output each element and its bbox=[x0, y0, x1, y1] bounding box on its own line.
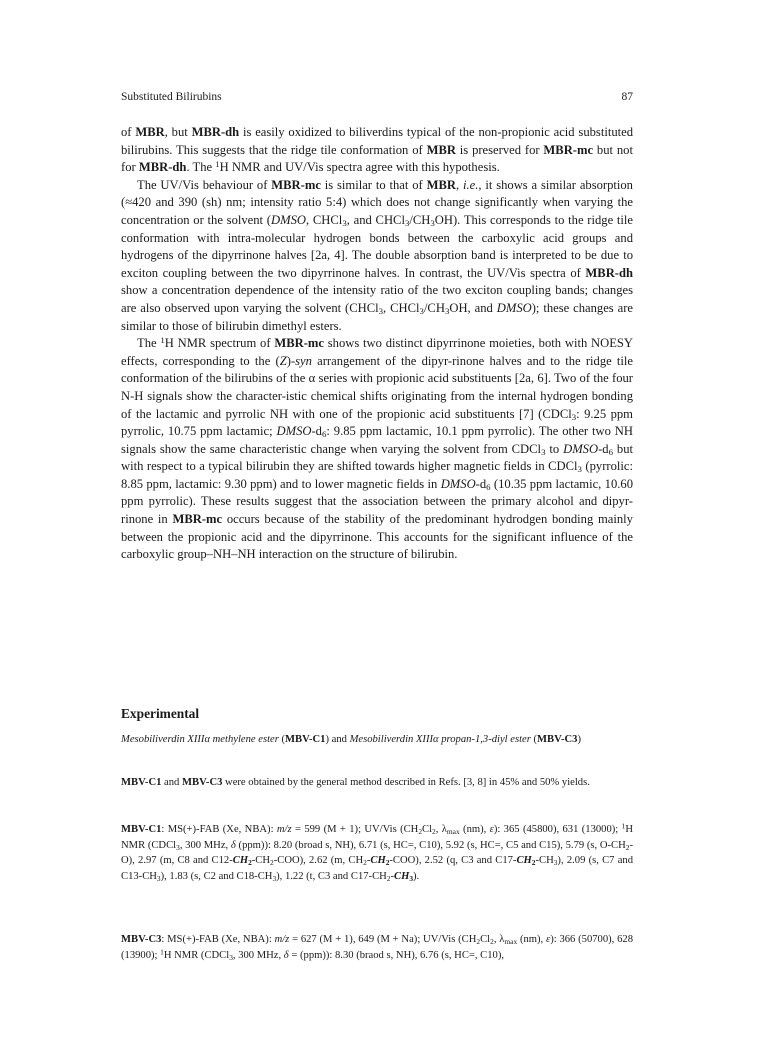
compound-title bbox=[121, 732, 633, 748]
mbv-c1-text: MBV-C1: MS(+)-FAB (Xe, NBA): m/z = 599 (M + 1); UV/Vis ($CH_2Cl_2$, $\lambda_{max}$ (nm), ε): 365 (45800), 631 (13000); $^1$H NMR (CDCl$_3$, 300 MHz, δ (ppm)): 8.20 (broad s, NH), 6.71 (s, HC=, C10), 5.92 (s, HC=, C5 and C15), 5.79 (s, $O-CH_2-O$), 2.97 (m, C8 and $C12-CH_2-CH_2-COO$), 2.62 (m, $CH_2-CH_2-COO$), 2.52 (q, C3 and $C17-CH_2-CH_3$), 2.09 (s, C7 and $C13-CH_3$), 1.83 (s, C2 and $C18-CH_3$), 1.22 (t, C3 and $C17-CH_2-CH_3$). bbox=[121, 821, 634, 883]
general-method-text: MBV-C1 and MBV-C3 were obtained by the general method described in Refs. [3, 8] in 45% and 50% yields. bbox=[121, 777, 590, 788]
running-header bbox=[121, 91, 633, 103]
compound-title-text: Mesobiliverdin XIIIα methylene ester (MBV-C1) and Mesobiliverdin XIIIα propan-1,3-diyl ester (MBV-C3) bbox=[121, 734, 581, 745]
body-text bbox=[121, 124, 633, 564]
section-heading-experimental: Experimental bbox=[121, 706, 200, 721]
paragraph-3: The $^1$H NMR spectrum of MBR-mc shows two distinct dipyrrinone moieties, both with NOESY effects, corresponding to the (Z)-syn arrangement of the dipyr-rinone halves and to the ridge tile conformation of the bilirubins of the α series with propionic acid substituents [2a, 6]. Two of the four N-H signals show the character-istic chemical shifts originating from the internal hydrogen bonding of the lactamic and pyrrolic NH with one of the propionic acid substituents [7] (CDCl$_3$: 9.25 ppm pyrrolic, 10.75 ppm lactamic; DMSO-$d_6$: 9.85 ppm lactamic, 10.1 ppm pyrrolic). The other two NH signals show the same characteristic change when varying the solvent from CDCl$_3$ to DMSO-$d_6$ but with respect to a typical bilirubin they are shifted towards higher magnetic fields in CDCl$_3$ (pyrrolic: 8.85 ppm, lactamic: 9.30 ppm) and to lower magnetic fields in DMSO-$d_6$ (10.35 ppm lactamic, 10.60 ppm pyrrolic). These results suggest that the association between the primary alcohol and dipyr-rinone in MBR-mc occurs because of the stability of the predominant hydrodgen bonding mainly between the propionic acid and the dipyrrinone. This accounts for the significant influence of the carboxylic group–NH–NH interaction on the structure of bilirubin. bbox=[121, 335, 633, 562]
mbv-c1-data bbox=[121, 822, 633, 884]
mbv-c3-data bbox=[121, 932, 633, 963]
general-method bbox=[121, 775, 633, 791]
mbv-c3-text: MBV-C3: MS(+)-FAB (Xe, NBA): m/z = 627 (M + 1), 649 (M + Na); UV/Vis ($CH_2Cl_2$, $\lambda_{max}$ (nm), ε): 366 (50700), 628 (13900); $^1$H NMR (CDCl$_3$, 300 MHz, δ = (ppm)): 8.30 (braod s, NH), 6.76 (s, HC=, C10), bbox=[121, 934, 633, 962]
paragraph-2: The UV/Vis behaviour of MBR-mc is similar to that of MBR, i.e., it shows a similar absorption (≈420 and 390 (sh) nm; intensity ratio 5:4) which does not change significantly when varying the concentration or the solvent (DMSO, CHCl$_3$, and $CHCl_3/CH_3OH$). This corresponds to the ridge tile conformation with intra-molecular hydrogen bonds between the carboxylic acid groups and hydrogens of the dipyrrinone halves [2a, 4]. The double absorption band is interpreted to be due to exciton coupling between the two dipyrrinone halves. In contrast, the UV/Vis spectra of MBR-dh show a concentration dependence of the intensity ratio of the two exciton coupling bands; changes are also observed upon varying the solvent (CHCl$_3$, $CHCl_3/CH_3OH$, and DMSO); these changes are similar to those of bilirubin dimethyl esters. bbox=[121, 177, 634, 333]
running-title: Substituted Bilirubins bbox=[121, 91, 222, 103]
page-number: 87 bbox=[621, 91, 633, 103]
paragraph-1: of MBR, but MBR-dh is easily oxidized to biliverdins typical of the non-propionic acid substituted bilirubins. This suggests that the ridge tile conformation of MBR is preserved for MBR-mc but not for MBR-dh. The $^1$H NMR and UV/Vis spectra agree with this hypothesis. bbox=[121, 125, 633, 175]
